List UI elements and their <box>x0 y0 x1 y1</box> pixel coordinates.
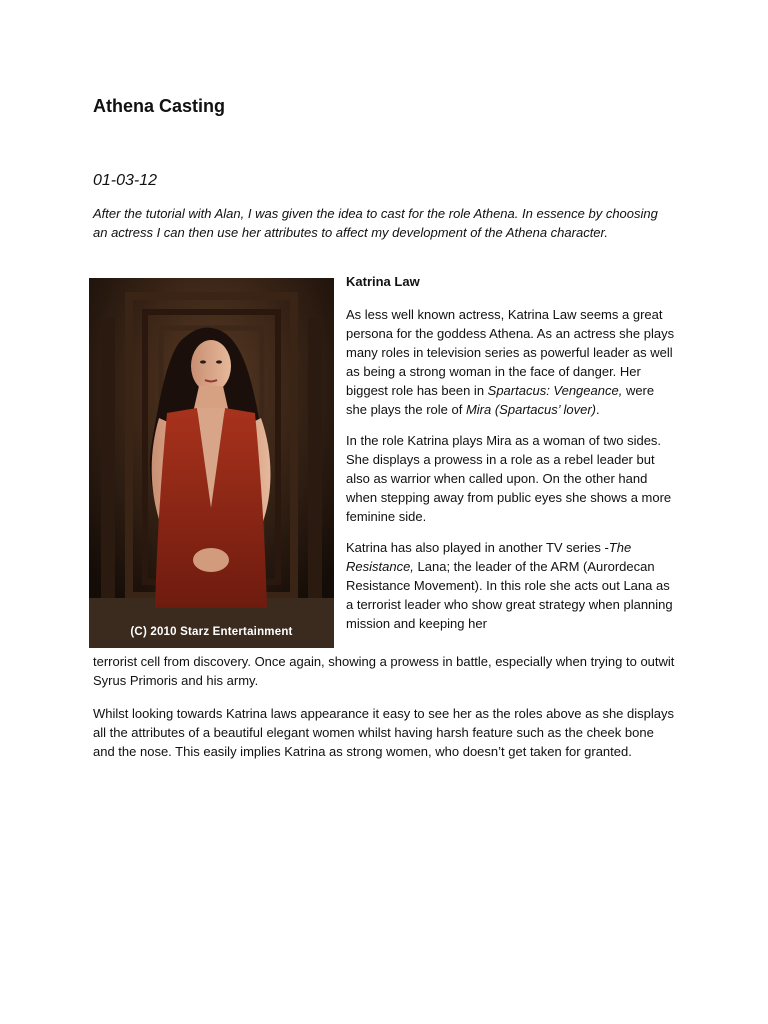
photo-copyright-caption: (C) 2010 Starz Entertainment <box>130 626 293 638</box>
intro-paragraph: After the tutorial with Alan, I was given the idea to cast for the role Athena. In essence by choosing an actress I can then use her attributes to affect my development of the Athena character. <box>93 206 658 240</box>
actress-name-heading: Katrina Law <box>346 274 420 289</box>
para1-text: As less well known actress, Katrina Law seems a great persona for the goddess Athena. As an actress she plays many roles in television series as powerful leader as well as being a strong woman in the face of danger. Her biggest role has been in <box>346 307 675 398</box>
paragraph-2: In the role Katrina plays Mira as a woman of two sides. She displays a prowess in a role as a rebel leader but also as warrior when called upon. On the other hand when stepping away from public eyes she shows a more feminine side. <box>346 433 672 524</box>
paragraph-1 <box>346 305 676 419</box>
actress-photo-illustration <box>89 278 334 648</box>
para3-text-start: Katrina has also played in another TV series - <box>346 540 609 555</box>
paragraph-3-continued: terrorist cell from discovery. Once again, showing a prowess in battle, especially when trying to outwit Syrus Primoris and his army. <box>93 654 675 688</box>
entry-date: 01-03-12 <box>93 172 158 189</box>
paragraph-3 <box>346 538 676 633</box>
paragraph-4: Whilst looking towards Katrina laws appearance it easy to see her as the roles above as she displays all the attributes of a beautiful elegant women whilst having harsh feature such as the cheek bone and the nose. This easily implies Katrina as strong women, who doesn’t get taken for granted. <box>93 706 674 759</box>
para1-role: Mira (Spartacus’ lover) <box>465 402 597 417</box>
page-title: Athena Casting <box>93 96 226 116</box>
para3-text-mid: Lana; the leader of the ARM (Aurordecan Resistance Movement). In this role she acts out Lana as a terrorist leader who show great strategy when planning mission and keeping her <box>346 559 673 631</box>
right-column <box>346 272 676 645</box>
para1-text-mid: were she plays the role of <box>346 383 655 417</box>
para1-show-title: Spartacus: Vengeance, <box>487 383 623 398</box>
para1-text-end: . <box>596 402 600 417</box>
actress-photo <box>89 278 334 648</box>
para3-show-title: The Resistance, <box>346 540 632 574</box>
